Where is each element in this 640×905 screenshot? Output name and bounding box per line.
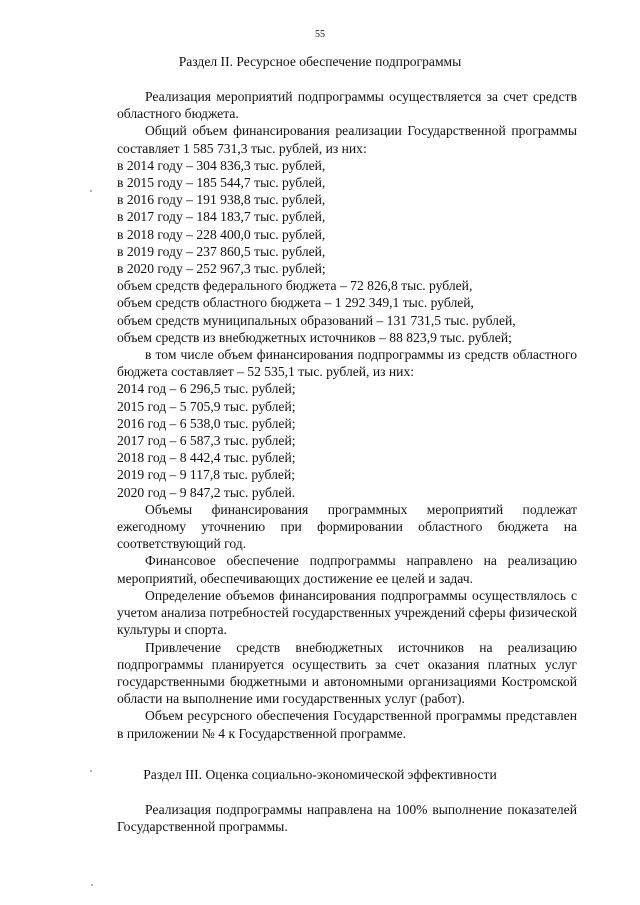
total-paragraph: Общий объем финансирования реализации Государственной программы составляет 1 585 731,3 тыс. рублей, из них:: [117, 123, 577, 156]
year-amount-line: в 2017 году – 184 183,7 тыс. рублей,: [117, 209, 326, 225]
section-3-body: [117, 801, 577, 835]
body-paragraph: Привлечение средств внебюджетных источников на реализацию подпрограммы планируется осуществить за счет оказания платных услуг государственными бюджетными и автономными организациями Костромской области на выполнение ими государственных услуг (работ).: [117, 639, 577, 707]
source-amount-line: объем средств областного бюджета – 1 292 349,1 тыс. рублей,: [117, 295, 474, 311]
intro-paragraph: Реализация мероприятий подпрограммы осуществляется за счет средств областного бюджета.: [117, 89, 577, 122]
section-3-paragraph: Реализация подпрограммы направлена на 100% выполнение показателей Государственной программы.: [117, 802, 577, 835]
year-amount-line: в 2015 году – 185 544,7 тыс. рублей,: [117, 175, 326, 191]
scan-speck: [90, 190, 92, 192]
source-amount-line: объем средств муниципальных образований – 131 731,5 тыс. рублей,: [117, 312, 516, 328]
section-2-title: Раздел II. Ресурсное обеспечение подпрограммы: [178, 54, 462, 69]
body-paragraph: Определение объемов финансирования подпрограммы осуществлялось с учетом анализа потребностей государственных учреждений сферы физической культуры и спорта.: [117, 587, 577, 638]
closing-paragraphs: [117, 501, 577, 742]
page-number: 55: [315, 29, 325, 40]
source-amount-line: объем средств из внебюджетных источников – 88 823,9 тыс. рублей;: [117, 329, 512, 345]
subprogram-years-list: [117, 380, 577, 500]
body-paragraph: Объемы финансирования программных мероприятий подлежат ежегодному уточнению при формировании областного бюджета на соответствующий год.: [117, 501, 577, 552]
subprogram-year-line: 2020 год – 9 847,2 тыс. рублей.: [117, 484, 296, 500]
year-amount-line: в 2016 году – 191 938,8 тыс. рублей,: [117, 192, 326, 208]
subprogram-year-line: 2019 год – 9 117,8 тыс. рублей;: [117, 467, 295, 483]
sources-list: [117, 277, 577, 346]
subprogram-year-line: 2014 год – 6 296,5 тыс. рублей;: [117, 381, 296, 397]
scan-speck: [90, 770, 92, 772]
year-amount-line: в 2019 году – 237 860,5 тыс. рублей,: [117, 243, 326, 259]
scan-speck: [91, 884, 93, 886]
subprogram-year-line: 2016 год – 6 538,0 тыс. рублей;: [117, 415, 296, 431]
subprogram-year-line: 2015 год – 5 705,9 тыс. рублей;: [117, 398, 296, 414]
source-amount-line: объем средств федерального бюджета – 72 826,8 тыс. рублей,: [117, 278, 473, 294]
section-2-body: [117, 88, 577, 742]
year-amount-line: в 2018 году – 228 400,0 тыс. рублей,: [117, 226, 326, 242]
body-paragraph: Финансовое обеспечение подпрограммы направлено на реализацию мероприятий, обеспечивающих достижение ее целей и задач.: [117, 553, 577, 586]
subprogram-total-paragraph: в том числе объем финансирования подпрограммы из средств областного бюджета составляет – 52 535,1 тыс. рублей, из них:: [117, 347, 577, 380]
subprogram-year-line: 2017 год – 6 587,3 тыс. рублей;: [117, 433, 296, 449]
body-paragraph: Объем ресурсного обеспечения Государственной программы представлен в приложении № 4 к Государственной программе.: [117, 708, 577, 741]
year-amount-line: в 2014 году – 304 836,3 тыс. рублей,: [117, 157, 326, 173]
years-list: [117, 157, 577, 277]
section-3-title: Раздел III. Оценка социально-экономической эффективности: [143, 767, 497, 782]
year-amount-line: в 2020 году – 252 967,3 тыс. рублей;: [117, 261, 326, 277]
subprogram-year-line: 2018 год – 8 442,4 тыс. рублей;: [117, 450, 296, 466]
